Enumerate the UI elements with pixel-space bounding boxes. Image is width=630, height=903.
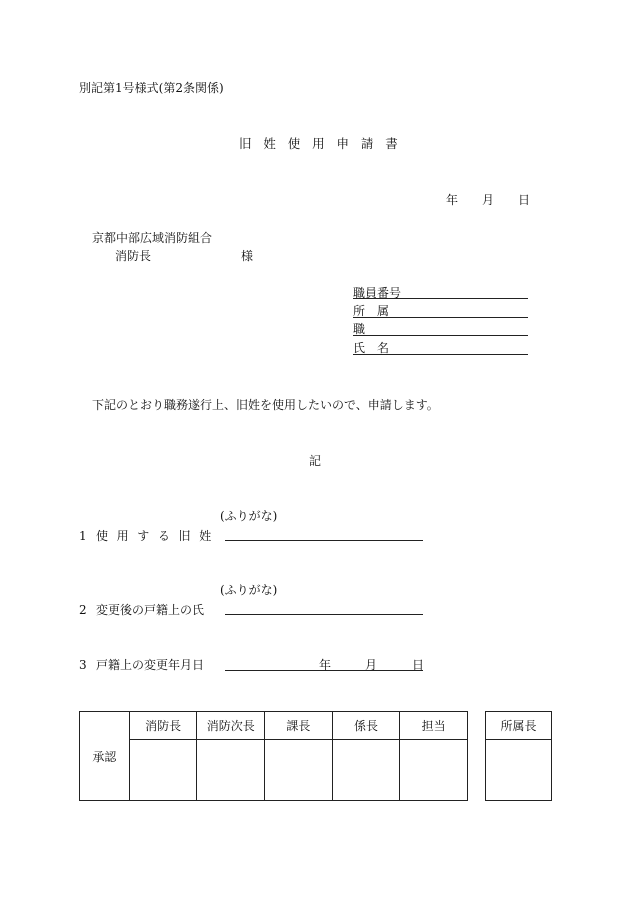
date-day-label: 日	[518, 193, 531, 207]
department-head-stamp-cell[interactable]	[486, 740, 552, 801]
item3-month-label: 月	[365, 658, 378, 672]
item1-furigana-label: (ふりがな)	[220, 509, 278, 523]
approval-table	[79, 711, 468, 801]
approval-stamp-cell[interactable]	[197, 740, 265, 801]
item3-number: 3	[79, 658, 87, 672]
date-year-label: 年	[446, 193, 459, 207]
item1-number: 1	[79, 529, 87, 543]
approval-stamp-cell[interactable]	[332, 740, 400, 801]
recipient-organization: 京都中部広域消防組合	[92, 231, 213, 245]
item1-label: 使用する旧姓	[96, 529, 220, 543]
page-title: 旧姓使用申請書	[239, 136, 410, 151]
former-surname-field[interactable]	[225, 540, 423, 541]
approval-header-staff: 担当	[400, 712, 468, 740]
approval-header-subsection-chief: 係長	[332, 712, 400, 740]
job-title-label: 職	[353, 322, 366, 336]
date-month-label: 月	[482, 193, 495, 207]
item3-label: 戸籍上の変更年月日	[96, 658, 205, 672]
approval-stamp-cell[interactable]	[400, 740, 468, 801]
ki-heading: 記	[309, 454, 322, 468]
department-head-header: 所属長	[486, 712, 552, 740]
statement-text: 下記のとおり職務遂行上、旧姓を使用したいので、申請します。	[92, 398, 439, 412]
item3-day-label: 日	[412, 658, 425, 672]
form-header: 別記第1号様式(第2条関係)	[79, 81, 224, 95]
recipient-honorific: 様	[241, 249, 254, 263]
approval-row-label: 承認	[80, 712, 130, 801]
item3-year-label: 年	[319, 658, 332, 672]
item2-number: 2	[79, 603, 87, 617]
full-name-label: 氏 名	[353, 341, 390, 355]
approval-stamp-cell[interactable]	[129, 740, 197, 801]
new-surname-field[interactable]	[225, 614, 423, 615]
department-field[interactable]	[353, 317, 528, 318]
staff-number-label: 職員番号	[353, 286, 402, 300]
approval-stamp-cell[interactable]	[265, 740, 333, 801]
item2-label: 変更後の戸籍上の氏	[96, 603, 205, 617]
full-name-field[interactable]	[353, 354, 528, 355]
item2-furigana-label: (ふりがな)	[220, 583, 278, 597]
job-title-field[interactable]	[353, 335, 528, 336]
department-head-table	[485, 711, 552, 801]
approval-header-section-chief: 課長	[265, 712, 333, 740]
approval-header-deputy-chief: 消防次長	[197, 712, 265, 740]
staff-number-field[interactable]	[353, 298, 528, 299]
recipient-position: 消防長	[115, 249, 152, 263]
approval-header-chief: 消防長	[129, 712, 197, 740]
department-label: 所 属	[353, 304, 390, 318]
